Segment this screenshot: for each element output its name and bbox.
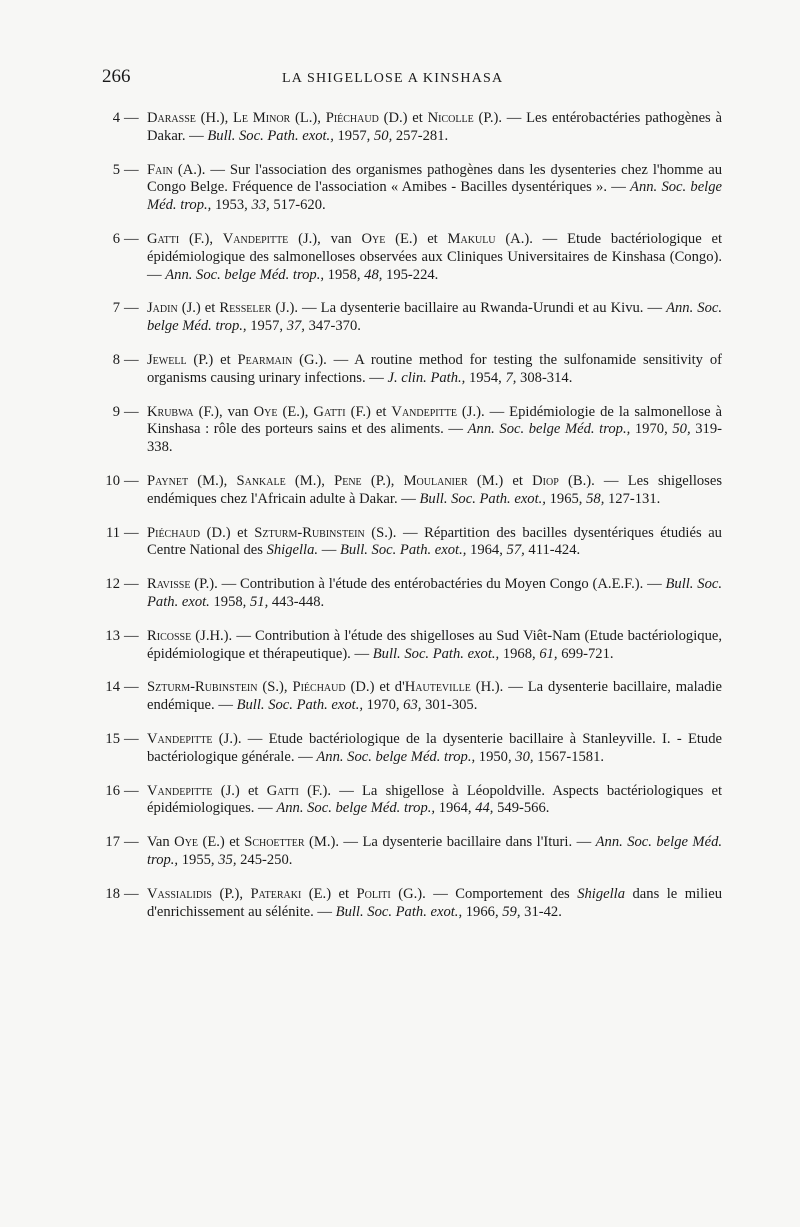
citation-text: 127-131. [604, 490, 661, 507]
author-name: Vandepitte [147, 730, 213, 747]
author-name: Moulanier [403, 472, 468, 489]
citation-text: 1968, [499, 645, 540, 662]
reference-dash: — [124, 782, 139, 799]
journal-text: 48, [364, 266, 383, 283]
author-name: Vandepitte [391, 403, 457, 420]
running-title: LA SHIGELLOSE A KINSHASA [282, 71, 504, 86]
citation-text: 347-370. [304, 318, 361, 335]
journal-text: 30, [515, 748, 534, 765]
citation-text: 1965, [545, 490, 587, 507]
citation-text: — [318, 542, 340, 559]
author-name: Gatti [313, 403, 346, 420]
reference-dash: — [124, 524, 139, 541]
reference-number: 5 [112, 161, 120, 178]
reference-text [147, 473, 722, 507]
journal-text: 33, [251, 197, 270, 214]
journal-text: 63, [403, 697, 422, 714]
reference-dash: — [124, 576, 139, 593]
reference-number: 10 [105, 472, 120, 489]
citation-text: (M.). — La dysenterie bacillaire dans l'Ituri. — [304, 834, 596, 851]
journal-text: Ann. Soc. belge Méd. trop., [147, 300, 722, 335]
citation-text: (E.) et [198, 834, 245, 851]
author-name: Makulu [447, 230, 496, 247]
reference-text [147, 525, 722, 559]
reference-number: 17 [105, 834, 120, 851]
author-name: Nicolle [427, 110, 474, 126]
reference-item [102, 231, 722, 284]
reference-number: 6 [112, 230, 120, 247]
citation-text: 301-305. [421, 697, 478, 714]
journal-text: Ann. Soc. belge Méd. trop., [147, 179, 722, 214]
citation-text: (J.). — Etude bactériologique de la dysenterie bacillaire à Stanleyville. I. - Etude bactériologique générale. — [147, 730, 722, 765]
citation-text: 308-314. [516, 369, 573, 386]
citation-text: (F.) et [345, 403, 392, 420]
reference-number: 9 [112, 403, 120, 420]
reference-text [147, 162, 722, 214]
reference-dash: — [124, 230, 139, 247]
citation-text: 699-721. [557, 645, 614, 662]
citation-text: 195-224. [382, 266, 439, 283]
reference-number: 15 [105, 730, 120, 747]
journal-text: Ann. Soc. belge Méd. trop., [147, 834, 723, 868]
journal-text: Ann. Soc. belge Méd. trop., [467, 421, 631, 438]
citation-text: 1966, [462, 903, 503, 920]
reference-number: 14 [105, 679, 120, 696]
journal-text: Bull. Soc. Path. exot., [339, 542, 467, 559]
citation-text: (F.), van [193, 403, 254, 420]
citation-text: (S.). — Répartition des bacilles dysentériques étudiés au Centre National des [147, 524, 722, 559]
reference-item [102, 162, 722, 215]
author-name: Jadin [147, 300, 178, 317]
citation-text: dans le milieu d'enrichissement au sélénite. — [147, 885, 722, 920]
reference-text [147, 886, 722, 920]
author-name: Vassialidis [147, 885, 212, 902]
citation-text: 1950, [475, 748, 516, 765]
reference-dash: — [124, 110, 139, 126]
author-name: Resseler [219, 300, 272, 317]
reference-item [102, 628, 722, 664]
journal-text: 57, [506, 542, 525, 559]
citation-text: 443-448. [268, 593, 325, 610]
citation-text: 245-250. [236, 851, 293, 868]
reference-text [147, 231, 722, 283]
journal-text: 50, [672, 421, 691, 438]
author-name: Darasse [147, 110, 196, 126]
journal-text: 61, [539, 645, 558, 662]
reference-dash: — [124, 300, 139, 317]
author-name: Diop [532, 472, 559, 489]
citation-text: (H.). — La dysenterie bacillaire, maladie endémique. — [147, 679, 722, 714]
citation-text: (M.), [285, 472, 335, 489]
author-name: Hauteville [404, 679, 471, 696]
reference-text [147, 300, 722, 334]
reference-item [102, 352, 722, 388]
citation-text: 1970, [363, 697, 404, 714]
author-name: Le Minor [233, 110, 291, 126]
reference-item [102, 473, 722, 509]
author-name: Sankale [236, 472, 286, 489]
citation-text: (M.) et [467, 472, 533, 489]
journal-text: Shigella [577, 885, 626, 902]
citation-text: 1958, [209, 593, 250, 610]
citation-text: (G.). — Comportement des [390, 885, 578, 902]
citation-text: 1955, [178, 851, 219, 868]
citation-text: (L.), [290, 110, 326, 126]
journal-text: Ann. Soc. belge Méd. trop., [165, 266, 324, 283]
journal-text: 50, [373, 127, 393, 144]
author-name: Vandepitte [147, 782, 213, 799]
citation-text: (A.). — Sur l'association des organismes pathogènes dans les dysenteries chez l'homme au Congo Belge. Fréquence de l'association « Amibes - Bacilles dysentériques ». — [147, 161, 722, 196]
citation-text: 257-281. [392, 127, 449, 144]
author-name: Oye [174, 834, 199, 851]
citation-text: (S.), [257, 679, 293, 696]
journal-text: Shigella. [266, 542, 319, 559]
reference-text [147, 783, 722, 817]
journal-text: Bull. Soc. Path. exot. [147, 576, 722, 610]
citation-text: 1954, [465, 369, 506, 386]
citation-text: (J.H.). — Contribution à l'étude des shigelloses au Sud Viêt-Nam (Etude bactériologique, épidémiologique et thérapeutique). — [147, 627, 722, 662]
author-name: Pateraki [250, 885, 302, 902]
journal-text: 51, [249, 593, 269, 610]
reference-number: 13 [105, 627, 120, 644]
citation-text: 411-424. [524, 542, 581, 559]
reference-text [147, 404, 722, 456]
reference-item [102, 834, 722, 870]
reference-number: 4 [112, 110, 120, 126]
author-name: Vandepitte [222, 230, 289, 247]
author-name: Oye [361, 230, 386, 247]
citation-text: (G.). — A routine method for testing the sulfonamide sensitivity of organisms causing urinary infections. — [147, 351, 722, 386]
reference-dash: — [124, 351, 139, 368]
citation-text: (J.) et [177, 300, 220, 317]
page-number: 266 [102, 66, 131, 87]
citation-text: (M.), [188, 472, 237, 489]
reference-item [102, 679, 722, 715]
citation-text: 517-620. [269, 197, 326, 214]
journal-text: Bull. Soc. Path. exot., [207, 127, 334, 144]
author-name: Piéchaud [325, 110, 379, 126]
citation-text: Van [147, 834, 175, 851]
reference-text [147, 731, 722, 765]
citation-text: (D.) et d' [345, 679, 405, 696]
reference-text [147, 576, 722, 610]
citation-text: (J.) et [212, 782, 267, 799]
citation-text: (P.), [361, 472, 404, 489]
reference-dash: — [124, 403, 139, 420]
citation-text: 1970, [630, 421, 673, 438]
journal-text: Ann. Soc. belge Méd. trop., [316, 748, 476, 765]
journal-text: 58, [586, 490, 605, 507]
journal-text: Bull. Soc. Path. exot., [335, 903, 463, 920]
journal-text: 59, [502, 903, 521, 920]
citation-text: (J.). — Epidémiologie de la salmonellose à Kinshasa : rôle des porteurs sains et des aliments. — [147, 403, 723, 438]
author-name: Jewell [147, 351, 187, 368]
author-name: Piéchaud [147, 524, 201, 541]
author-name: Szturm-Rubinstein [147, 679, 258, 696]
citation-text: 31-42. [520, 903, 562, 920]
reference-item [102, 300, 722, 336]
author-name: Ricosse [147, 627, 192, 644]
reference-dash: — [124, 885, 139, 902]
reference-number: 18 [105, 885, 120, 902]
citation-text: (P.), [212, 885, 251, 902]
reference-item [102, 525, 722, 561]
reference-dash: — [124, 627, 139, 644]
reference-text [147, 352, 722, 386]
citation-text: (E.) et [385, 230, 448, 247]
reference-list [102, 110, 722, 937]
author-name: Fain [147, 161, 173, 178]
journal-text: 7, [505, 369, 517, 386]
citation-text: (H.), [195, 110, 233, 126]
citation-text: (A.). — Etude bactériologique et épidémiologique des salmonelloses observées aux Cliniques Universitaires de Kinshasa (Congo). — [147, 230, 723, 283]
reference-item [102, 404, 722, 457]
journal-text: Bull. Soc. Path. exot., [372, 645, 500, 662]
citation-text: (E.) et [301, 885, 357, 902]
reference-dash: — [124, 730, 139, 747]
journal-text: 44, [475, 800, 494, 817]
author-name: Szturm-Rubinstein [254, 524, 365, 541]
author-name: Piéchaud [292, 679, 346, 696]
journal-text: Bull. Soc. Path. exot., [419, 490, 546, 507]
journal-text: Ann. Soc. belge Méd. trop., [276, 800, 436, 817]
citation-text: (J.), van [288, 230, 362, 247]
citation-text: (J.). — La dysenterie bacillaire au Rwanda-Urundi et au Kivu. — [271, 300, 667, 317]
reference-item [102, 783, 722, 819]
author-name: Pearmain [237, 351, 293, 368]
journal-text: 37, [286, 318, 305, 335]
citation-text: (B.). — Les shigelloses endémiques chez l'Africain adulte à Dakar. — [147, 472, 723, 507]
reference-item [102, 886, 722, 922]
reference-number: 7 [112, 300, 120, 317]
citation-text: 549-566. [493, 800, 550, 817]
author-name: Oye [253, 403, 278, 420]
citation-text: 319-338. [147, 421, 722, 456]
reference-item [102, 576, 722, 612]
citation-text: 1953, [211, 197, 252, 214]
reference-dash: — [124, 679, 139, 696]
citation-text: 1567-1581. [533, 748, 605, 765]
reference-dash: — [124, 472, 139, 489]
author-name: Gatti [266, 782, 299, 799]
reference-text [147, 679, 722, 713]
citation-text: (D.) et [378, 110, 428, 126]
page-header [102, 66, 722, 96]
citation-text: (P.). — Contribution à l'étude des entérobactéries du Moyen Congo (A.E.F.). — [190, 576, 666, 593]
author-name: Paynet [147, 472, 189, 489]
reference-item [102, 731, 722, 767]
citation-text: (F.). — La shigellose à Léopoldville. Aspects bactériologiques et épidémiologiques. — [147, 782, 722, 817]
reference-text [147, 628, 722, 662]
reference-text [147, 110, 722, 144]
citation-text: (P.) et [186, 351, 238, 368]
author-name: Pene [334, 472, 362, 489]
author-name: Schoetter [244, 834, 305, 851]
citation-text: 1958, [324, 266, 365, 283]
reference-text [147, 834, 722, 868]
reference-item [102, 110, 722, 146]
reference-dash: — [124, 834, 139, 851]
citation-text: 1964, [435, 800, 476, 817]
citation-text: (E.), [277, 403, 314, 420]
reference-number: 16 [105, 782, 120, 799]
reference-number: 11 [105, 524, 120, 541]
citation-text: (F.), [179, 230, 223, 247]
citation-text: (D.) et [200, 524, 255, 541]
reference-number: 8 [112, 351, 120, 368]
author-name: Gatti [147, 230, 180, 247]
reference-number: 12 [105, 576, 120, 593]
citation-text: 1957, [246, 318, 287, 335]
journal-text: J. clin. Path., [387, 369, 466, 386]
citation-text: 1964, [466, 542, 507, 559]
citation-text: 1957, [333, 127, 374, 144]
author-name: Ravisse [147, 576, 191, 593]
author-name: Krubwa [147, 403, 194, 420]
reference-dash: — [124, 161, 139, 178]
journal-text: 35, [218, 851, 237, 868]
journal-text: Bull. Soc. Path. exot., [236, 697, 364, 714]
citation-text: (P.). — Les entérobactéries pathogènes à Dakar. — [147, 110, 722, 144]
author-name: Politi [356, 885, 391, 902]
